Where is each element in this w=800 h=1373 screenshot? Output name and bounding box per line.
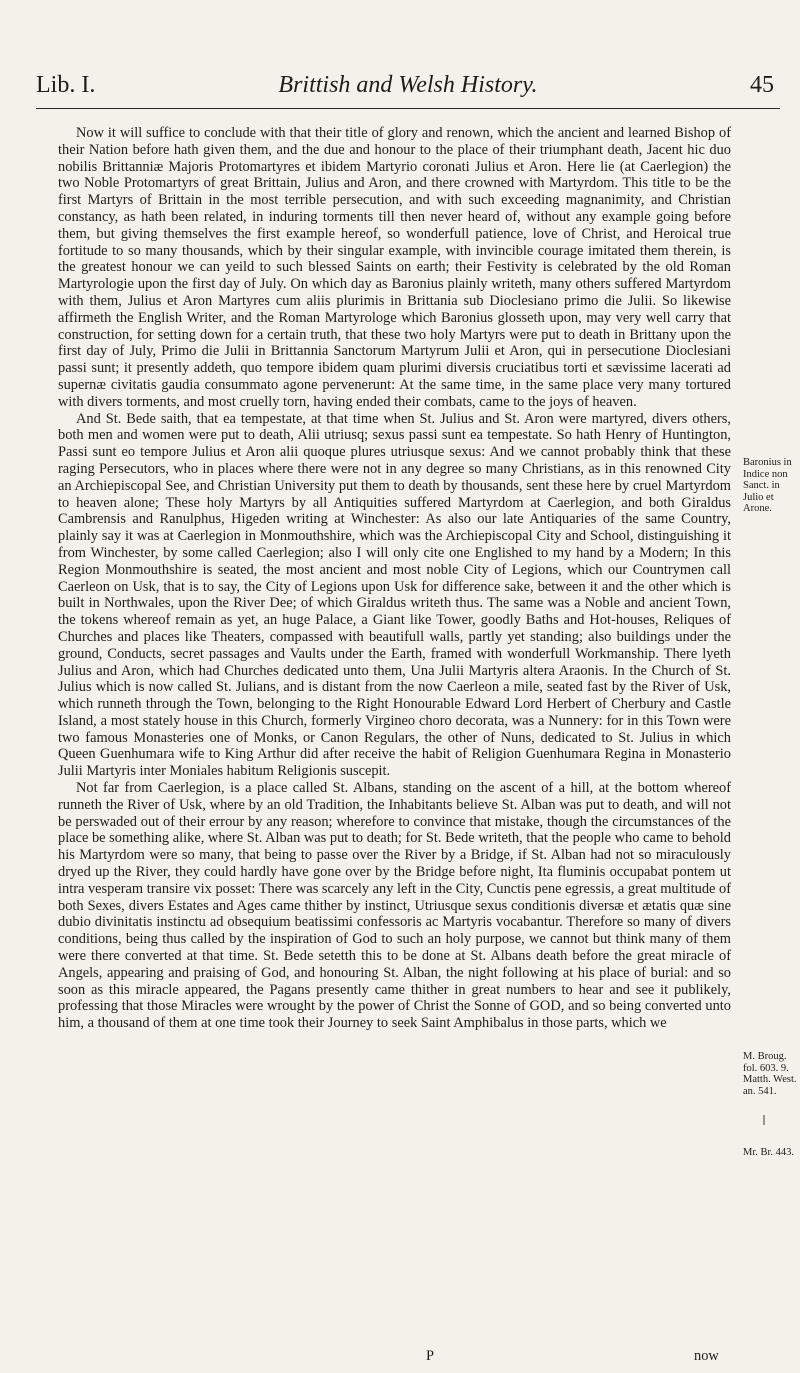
paragraph-2: And St. Bede saith, that ea tempestate, at that time when St. Julius and St. Aron were martyred, divers others, both men and women were put to death, Alii utriusq; sexus passi sunt ea tempestate. So hath Henry of Huntington, Passi sunt eo tempore Julius et Aron alii quoque plures utriusque sexus: And we cannot probably think that these raging Persecutors, who in places where there were not in any degree so many Christians, as in this renowned City an Archiepiscopal See, and Christian University put them to death by thousands, sent these here by cruel Martyrdom to heaven alone; These holy Martyrs by all Antiquities suffered Martyrdom at Caerlegion, and both Giraldus Cambrensis and Ranulphus, Higeden writing at Winchester: As also our late Antiquaries of the same Country, plainly say it was at Caerlegion in Monmouthshire, which was the Archiepiscopal City and School, distinguishing it from Winchester, by some called Caerlegion; also I will only cite one Englished to my hand by a Modern; In this Region Monmouthshire is seated, the most ancient and most noble City of Legions, which our Countrymen call Caerleon on Usk, that is to say, the City of Legions upon Usk for difference sake, between it and the other which is built in Northwales, upon the River Dee; of which Giraldus writeth thus. The same was a Noble and ancient Town, the tokens whereof remain as yet, an huge Palace, a Giant like Tower, goodly Baths and Hot-houses, Reliques of Churches and places like Theaters, compassed with beautifull walls, partly yet standing; also buildings under the ground, Conducts, secret passages and Vaults under the Earth, framed with wonderfull Workmanship. There lyeth Julius and Aron, which had Churches dedicated unto them, Una Julii Martyris altera Araonis. In the Church of St. Julius which is now called St. Julians, and is distant from the now Caerleon a mile, seated fast by the River of Usk, which runneth through the Town, belonging to the Right Honourable Edward Lord Herbert of Cherbury and Castle Island, a most stately house in this Church, formerly Virgineo choro decorata, was a Nunnery: for in this Town were two famous Monasteries one of Monks, or Canon Regulars, the other of Nuns, dedicated to St. Julius in which Queen Guenhumara wife to King Arthur did after receive the habit of Religion Guenhumara Regina in Monasterio Julii Martyris inter Moniales habitum Religionis suscepit. (58, 410, 731, 780)
running-header (36, 72, 780, 109)
page-number: 45 (750, 72, 774, 98)
margin-mark (763, 1115, 765, 1125)
margin-note-broughton: M. Broug. fol. 603. 9. Matth. West. an. 541. (743, 1051, 797, 1097)
body-text (58, 125, 731, 1032)
margin-note-baronius: Baronius in Indice non Sanct. in Julio et Arone. (743, 457, 792, 514)
running-title: Brittish and Welsh History. (278, 72, 538, 98)
catchword: now (694, 1348, 719, 1364)
book-number: Lib. I. (36, 72, 96, 98)
margin-note-mr-br: Mr. Br. 443. (743, 1147, 795, 1158)
paragraph-3: Not far from Caerlegion, is a place called St. Albans, standing on the ascent of a hill, at the bottom whereof runneth the River of Usk, where by an old Tradition, the Inhabitants believe St. Alban was put to death, and will not be perswaded out of their errour by any reason; wherefore to convince that mistake, though the circumstances of the place be something alike, where St. Alban was put to death; for St. Bede writeth, that the people who came to behold his Martyrdom were so many, that being to passe over the River by a Bridge, if St. Alban had not so miraculously dryed up the River, they could hardly have gone over by the Bridge before night, Ita fluminis occupabat pontem ut intra vesperam transire vix posset: There was scarcely any left in the City, Cunctis pene egressis, a great multitude of both Sexes, divers Estates and Ages came thither by instinct, Utriusque sexus conditionis diversæ et ætatis quæ sine dubio divinitatis instinctu ad obsequium beatissimi confessoris ac Martyris vocabantur. Therefore so many of divers conditions, being thus called by the inspiration of God to such an holy purpose, we cannot but think many of them were there converted at that time. St. Bede setetth this to be done at St. Albans death before the great miracle of Angels, appearing and praising of God, and honouring St. Alban, the night following at his place of burial: and so soon as this miracle appeared, the Pagans presently came thither in great numbers to hear and see it publikely, professing that those Miracles were wrought by the power of Christ the Sonne of GOD, and so being converted unto him, a thousand of them at one time took their Journey to seek Saint Amphibalus in those parts, which we (58, 780, 731, 1032)
paragraph-1: Now it will suffice to conclude with that their title of glory and renown, which the ancient and learned Bishop of their Nation before hath given them, and the due and honour to the place of their triumphant death, Jacent hic duo nobilis Brittanniæ Majoris Protomartyres et ibidem Martyrio coronati Julius et Aron. Here lie (at Caerlegion) the two Noble Protomartyrs of great Brittain, Julius and Aron, and there crowned with Martyrdom. This title to be the first Martyrs of Brittain in the most terrible persecution, and with such exceeding magnanimity, and Christian constancy, as hath been related, in induring torments till then never heard of, without any example going before them, but giving themselves the first example hereof, so wonderfull patience, love of Christ, and Heroical true fortitude to so many thousands, which by their singular example, with invincible courage imitated them therein, is the greatest honour we can yeild to such blessed Saints on earth; their Festivity is celebrated by the old Roman Martyrologie upon the first day of July. On which day as Baronius plainly writeth, many others suffered Martyrdom with them, Julius et Aron Martyres cum aliis plurimis in Brittania sub Dioclesiano primo die Julii. So likewise affirmeth the English Writer, and the Roman Martyrologe which Baronius glosseth upon, may very well carry that construction, for setting down for a certain truth, that these two holy Martyrs were put to death in Brittany upon the first day of July, Primo die Julii in Brittannia Sanctorum Martyrum Julii et Aron, qui in persecutione Dioclesiani passi sunt; it presently addeth, quo tempore ibidem quam plurimi diversis cruciatibus torti et sævissime lacerati ad supernæ civitatis gaudia consummato agone pervenerunt: At the same time, in the same place very many tortured with divers torments, and most cruelly torn, having ended their combats, came to the joys of heaven. (58, 125, 731, 410)
signature-mark: P (426, 1348, 435, 1364)
